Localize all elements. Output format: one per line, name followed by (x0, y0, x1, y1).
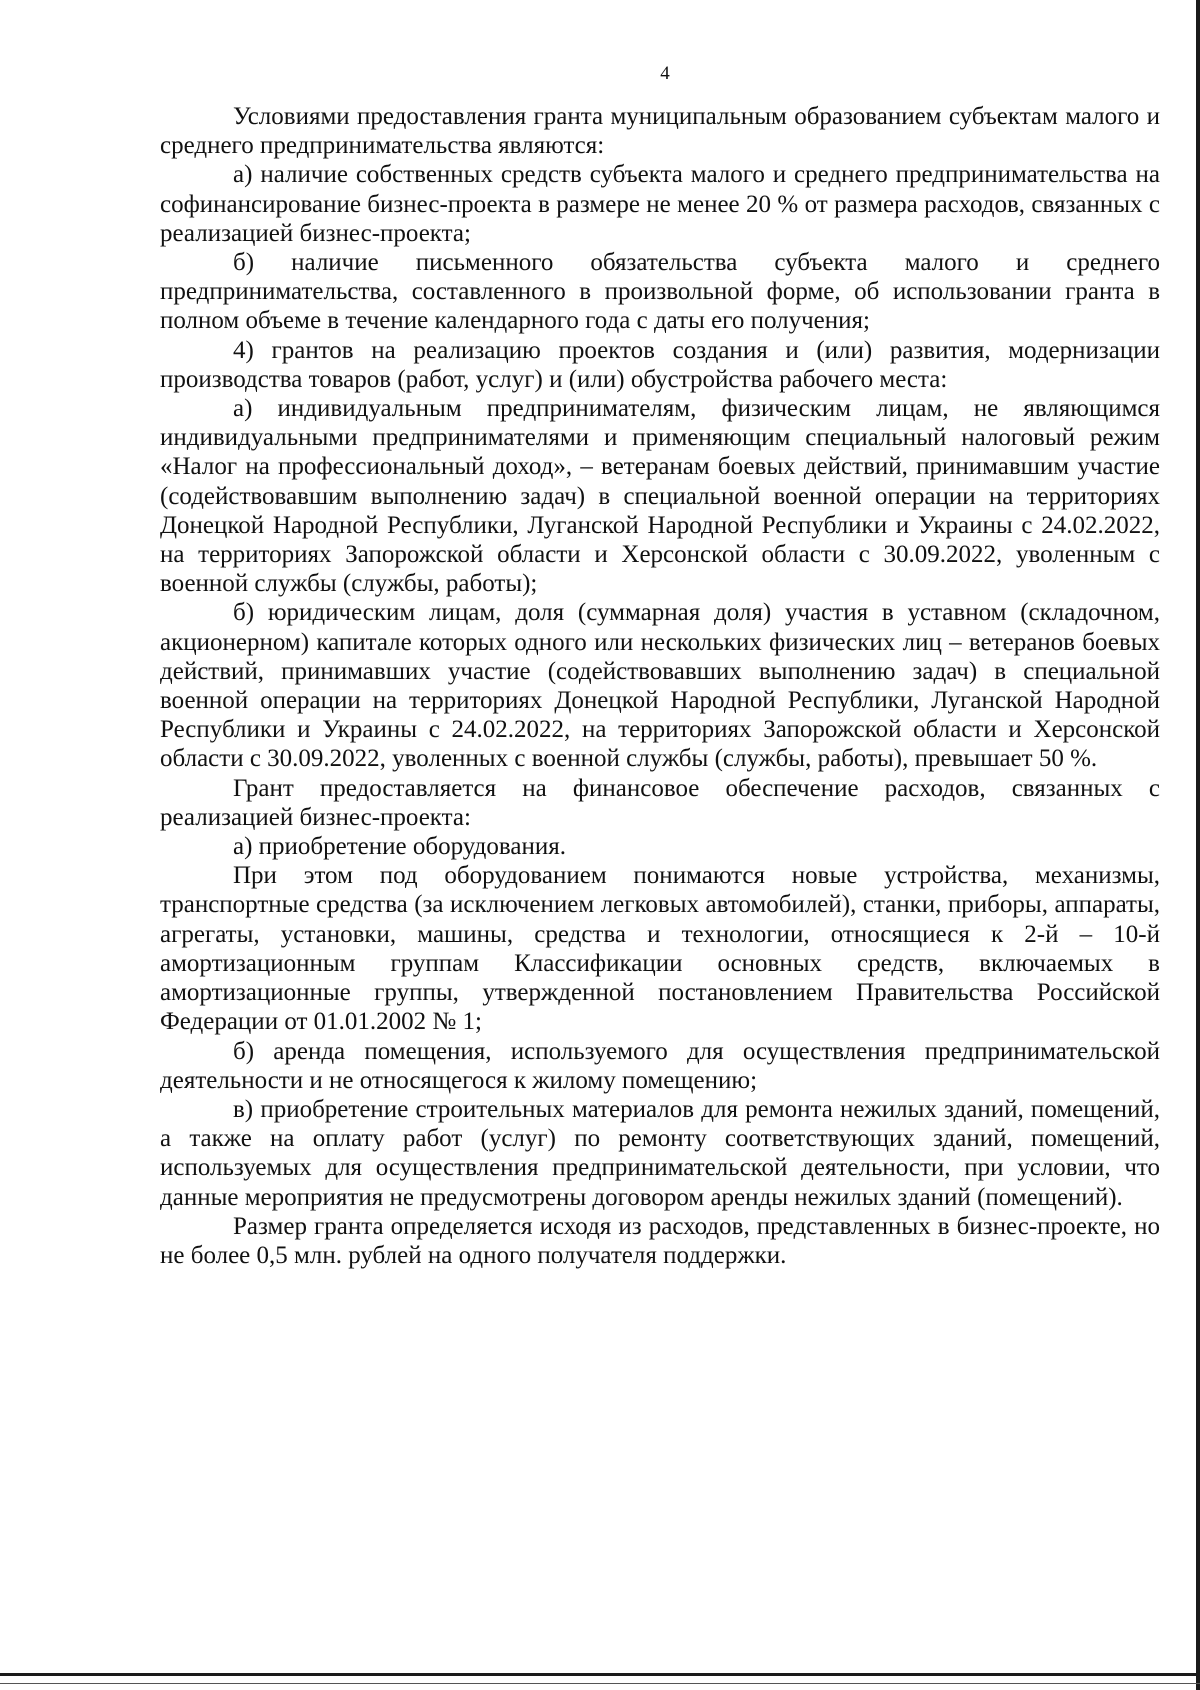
paragraph-item-4b-legal-entities: б) юридическим лицам, доля (суммарная доля) участия в уставном (складочном, акционерном) капитале которых одного или нескольких физических лиц – ветеранов боевых действий, принимавших участие (содействовавших выполнению задач) в специальной военной операции на территориях Донецкой Народной Республики, Луганской Народной Республики и Украины с 24.02.2022, на территориях Запорожской области и Херсонской области с 30.09.2022, уволенных с военной службы (службы, работы), превышает 50 %. (160, 599, 1160, 773)
paragraph-item-4-grants: 4) грантов на реализацию проектов создания и (или) развития, модернизации производства товаров (работ, услуг) и (или) обустройства рабочего места: (160, 336, 1160, 393)
paragraph-grant-expenses-intro: Грант предоставляется на финансовое обеспечение расходов, связанных с реализацией бизнес-проекта: (160, 774, 1160, 831)
paragraph-expense-a-equipment: а) приобретение оборудования. (233, 833, 566, 861)
paragraph-condition-a-own-funds: а) наличие собственных средств субъекта малого и среднего предпринимательства на софинансирование бизнес-проекта в размере не менее 20 % от размера расходов, связанных с реализацией бизнес-проекта; (160, 161, 1160, 247)
scan-border-bottom (0, 1673, 1200, 1676)
page-number: 4 (660, 63, 670, 84)
scan-border-bottom-thin (0, 1683, 1200, 1684)
paragraph-grant-conditions-intro: Условиями предоставления гранта муниципальным образованием субъектам малого и среднего предпринимательства являются: (160, 103, 1160, 160)
scan-border-right (1196, 0, 1200, 1690)
paragraph-condition-b-written-obligation: б) наличие письменного обязательства субъекта малого и среднего предпринимательства, составленного в произвольной форме, об использовании гранта в полном объеме в течение календарного года с даты его получения; (160, 249, 1160, 335)
paragraph-expense-c-materials: в) приобретение строительных материалов для ремонта нежилых зданий, помещений, а также на оплату работ (услуг) по ремонту соответствующих зданий, помещений, используемых для осуществления предпринимательской деятельности, при условии, что данные мероприятия не предусмотрены договором аренды нежилых зданий (помещений). (160, 1095, 1160, 1211)
paragraph-grant-amount: Размер гранта определяется исходя из расходов, представленных в бизнес-проекте, но не более 0,5 млн. рублей на одного получателя поддержки. (160, 1212, 1160, 1269)
document-body (160, 102, 1160, 1270)
paragraph-item-4a-individuals: а) индивидуальным предпринимателям, физическим лицам, не являющимся индивидуальными предпринимателями и применяющим специальный налоговый режим «Налог на профессиональный доход», – ветеранам боевых действий, принимавшим участие (содействовавшим выполнению задач) в специальной военной операции на территориях Донецкой Народной Республики, Луганской Народной Республики и Украины с 24.02.2022, на территориях Запорожской области и Херсонской области с 30.09.2022, уволенным с военной службы (службы, работы); (160, 395, 1160, 598)
paragraph-expense-b-rent: б) аренда помещения, используемого для осуществления предпринимательской деятельности и не относящегося к жилому помещению; (160, 1037, 1160, 1094)
paragraph-equipment-definition: При этом под оборудованием понимаются новые устройства, механизмы, транспортные средства (за исключением легковых автомобилей), станки, приборы, аппараты, агрегаты, установки, машины, средства и технологии, относящиеся к 2-й – 10-й амортизационным группам Классификации основных средств, включаемых в амортизационные группы, утвержденной постановлением Правительства Российской Федерации от 01.01.2002 № 1; (160, 862, 1160, 1036)
